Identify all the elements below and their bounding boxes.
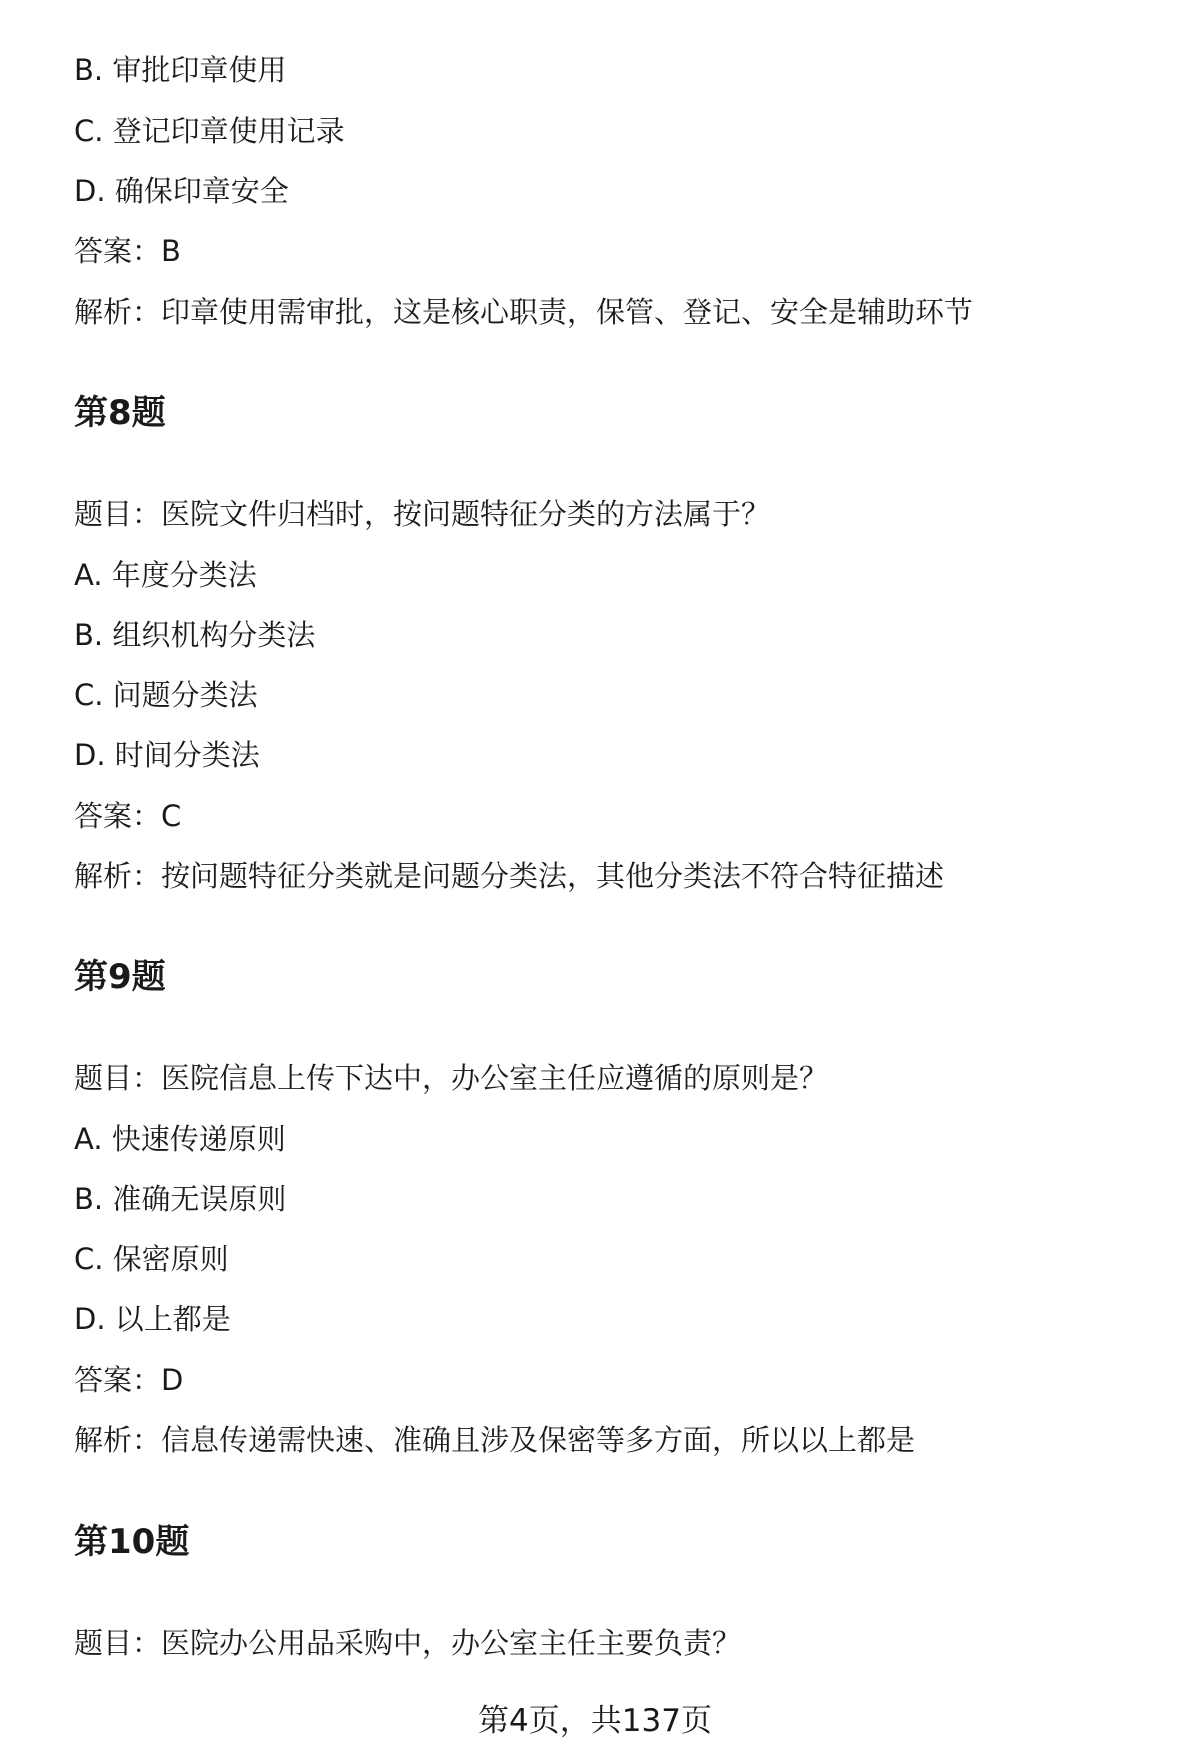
q10-question: 题目：医院办公用品采购中，办公室主任主要负责？ — [74, 1626, 742, 1660]
q7-option-d: D. 确保印章安全 — [74, 174, 289, 208]
q9-option-d: D. 以上都是 — [74, 1302, 231, 1336]
q10-title: 第10题 — [74, 1522, 190, 1562]
page-number: 第4页，共137页 — [478, 1703, 712, 1739]
q9-option-b: B. 准确无误原则 — [74, 1182, 287, 1216]
q9-option-c: C. 保密原则 — [74, 1242, 229, 1276]
q9-analysis: 解析：信息传递需快速、准确且涉及保密等多方面，所以以上都是 — [74, 1423, 916, 1457]
q8-option-b: B. 组织机构分类法 — [74, 618, 316, 652]
q7-option-b: B. 审批印章使用 — [74, 53, 287, 87]
q8-option-d: D. 时间分类法 — [74, 738, 260, 772]
q8-option-a: A. 年度分类法 — [74, 558, 257, 592]
q9-question: 题目：医院信息上传下达中，办公室主任应遵循的原则是？ — [74, 1061, 829, 1095]
q9-answer: 答案：D — [74, 1363, 184, 1397]
q8-question: 题目：医院文件归档时，按问题特征分类的方法属于？ — [74, 497, 771, 531]
q7-analysis: 解析：印章使用需审批，这是核心职责，保管、登记、安全是辅助环节 — [74, 295, 974, 329]
q8-analysis: 解析：按问题特征分类就是问题分类法，其他分类法不符合特征描述 — [74, 859, 945, 893]
q9-option-a: A. 快速传递原则 — [74, 1122, 286, 1156]
q9-title: 第9题 — [74, 957, 166, 997]
q8-option-c: C. 问题分类法 — [74, 678, 258, 712]
q7-answer: 答案：B — [74, 234, 181, 268]
q8-answer: 答案：C — [74, 799, 182, 833]
q8-title: 第8题 — [74, 393, 166, 433]
q7-option-c: C. 登记印章使用记录 — [74, 114, 345, 148]
